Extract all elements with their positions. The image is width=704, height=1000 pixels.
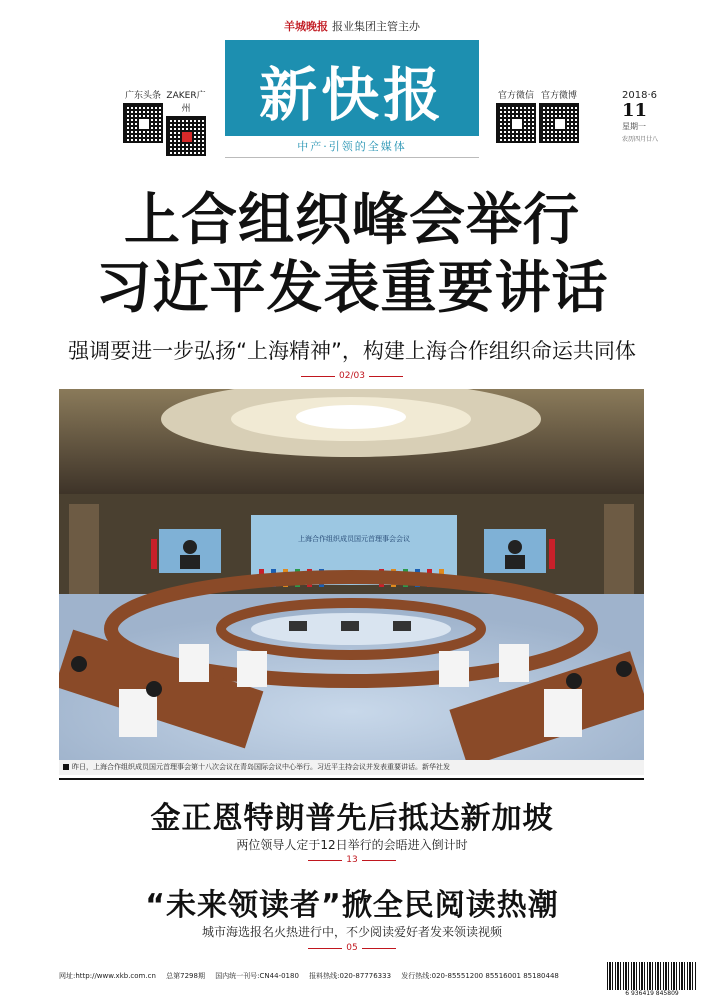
divider [225, 157, 479, 158]
story-title[interactable]: 金正恩特朗普先后抵达新加坡 [150, 801, 554, 836]
story-title[interactable]: “未来领读者”掀全民阅读热潮 [145, 888, 559, 923]
lead-headline-line-1[interactable]: 上合组织峰会举行 [124, 188, 580, 253]
qr-label: 官方微信 [497, 91, 534, 101]
qr-code-icon [166, 116, 206, 156]
section-divider [59, 778, 644, 780]
qr-code-zaker[interactable] [164, 88, 208, 156]
slogan: 中产·引领的全媒体 [297, 140, 407, 153]
story-page-reference[interactable] [290, 853, 414, 867]
footer-hotline: 报料热线:020-87776333 [309, 972, 392, 980]
page-ref-number: 13 [346, 855, 358, 865]
qr-label: ZAKER广州 [166, 91, 206, 114]
issue-date [622, 90, 682, 143]
date-lunar: 农历四月廿八 [622, 136, 659, 143]
page-ref-number: 02/03 [339, 371, 365, 381]
story-subtitle: 两位领导人定于12日举行的会晤进入倒计时 [236, 838, 468, 852]
qr-label: 官方微博 [540, 91, 577, 101]
publisher-brand: 羊城晚报 [284, 20, 328, 33]
publisher-line [0, 18, 704, 34]
qr-code-weibo[interactable] [537, 88, 581, 143]
conference-hall-photo [59, 389, 644, 762]
lead-headline-line-2[interactable]: 习近平发表重要讲话 [95, 256, 609, 321]
footer-cn-number: 国内统一刊号:CN44-0180 [215, 972, 299, 980]
date-day: 11 [622, 100, 648, 121]
barcode-number: 6 936419 845809 [607, 990, 697, 997]
newspaper-logo [225, 40, 479, 136]
logo-text: 新快报 [258, 61, 445, 129]
date-weekday: 星期一 [622, 122, 646, 131]
footer-issue: 总第7298期 [166, 972, 205, 980]
story-subtitle: 城市海选报名火热进行中，不少阅读爱好者发来领读视频 [201, 925, 502, 939]
qr-label: 广东头条 [124, 91, 161, 101]
lead-photo[interactable] [59, 389, 644, 762]
footer-info [59, 971, 599, 981]
date-year-month: 2018·6 [622, 90, 657, 101]
story-page-reference[interactable] [290, 941, 414, 955]
qr-code-guangdong-toutiao[interactable] [121, 88, 165, 143]
caption-text: 昨日，上海合作组织成员国元首理事会第十八次会议在青岛国际会议中心举行。习近平主持会议并发表重要讲话。新华社发 [72, 763, 450, 771]
lead-subheadline: 强调要进一步弘扬“上海精神”，构建上海合作组织命运共同体 [68, 339, 636, 363]
photo-caption [59, 760, 644, 775]
qr-code-icon [123, 103, 163, 143]
qr-code-icon [496, 103, 536, 143]
page-ref-number: 05 [346, 943, 358, 953]
lead-page-reference[interactable] [290, 369, 414, 383]
qr-code-icon [539, 103, 579, 143]
barcode-icon [607, 962, 697, 990]
qr-code-wechat[interactable] [494, 88, 538, 143]
publisher-text: 报业集团主管主办 [332, 20, 420, 33]
screen-title: 上海合作组织成员国元首理事会会议 [298, 535, 410, 543]
footer-website[interactable]: 网址:http://www.xkb.com.cn [59, 972, 156, 980]
caption-marker [63, 764, 69, 770]
footer-distribution: 发行热线:020-85551200 85516001 85180448 [401, 972, 559, 980]
